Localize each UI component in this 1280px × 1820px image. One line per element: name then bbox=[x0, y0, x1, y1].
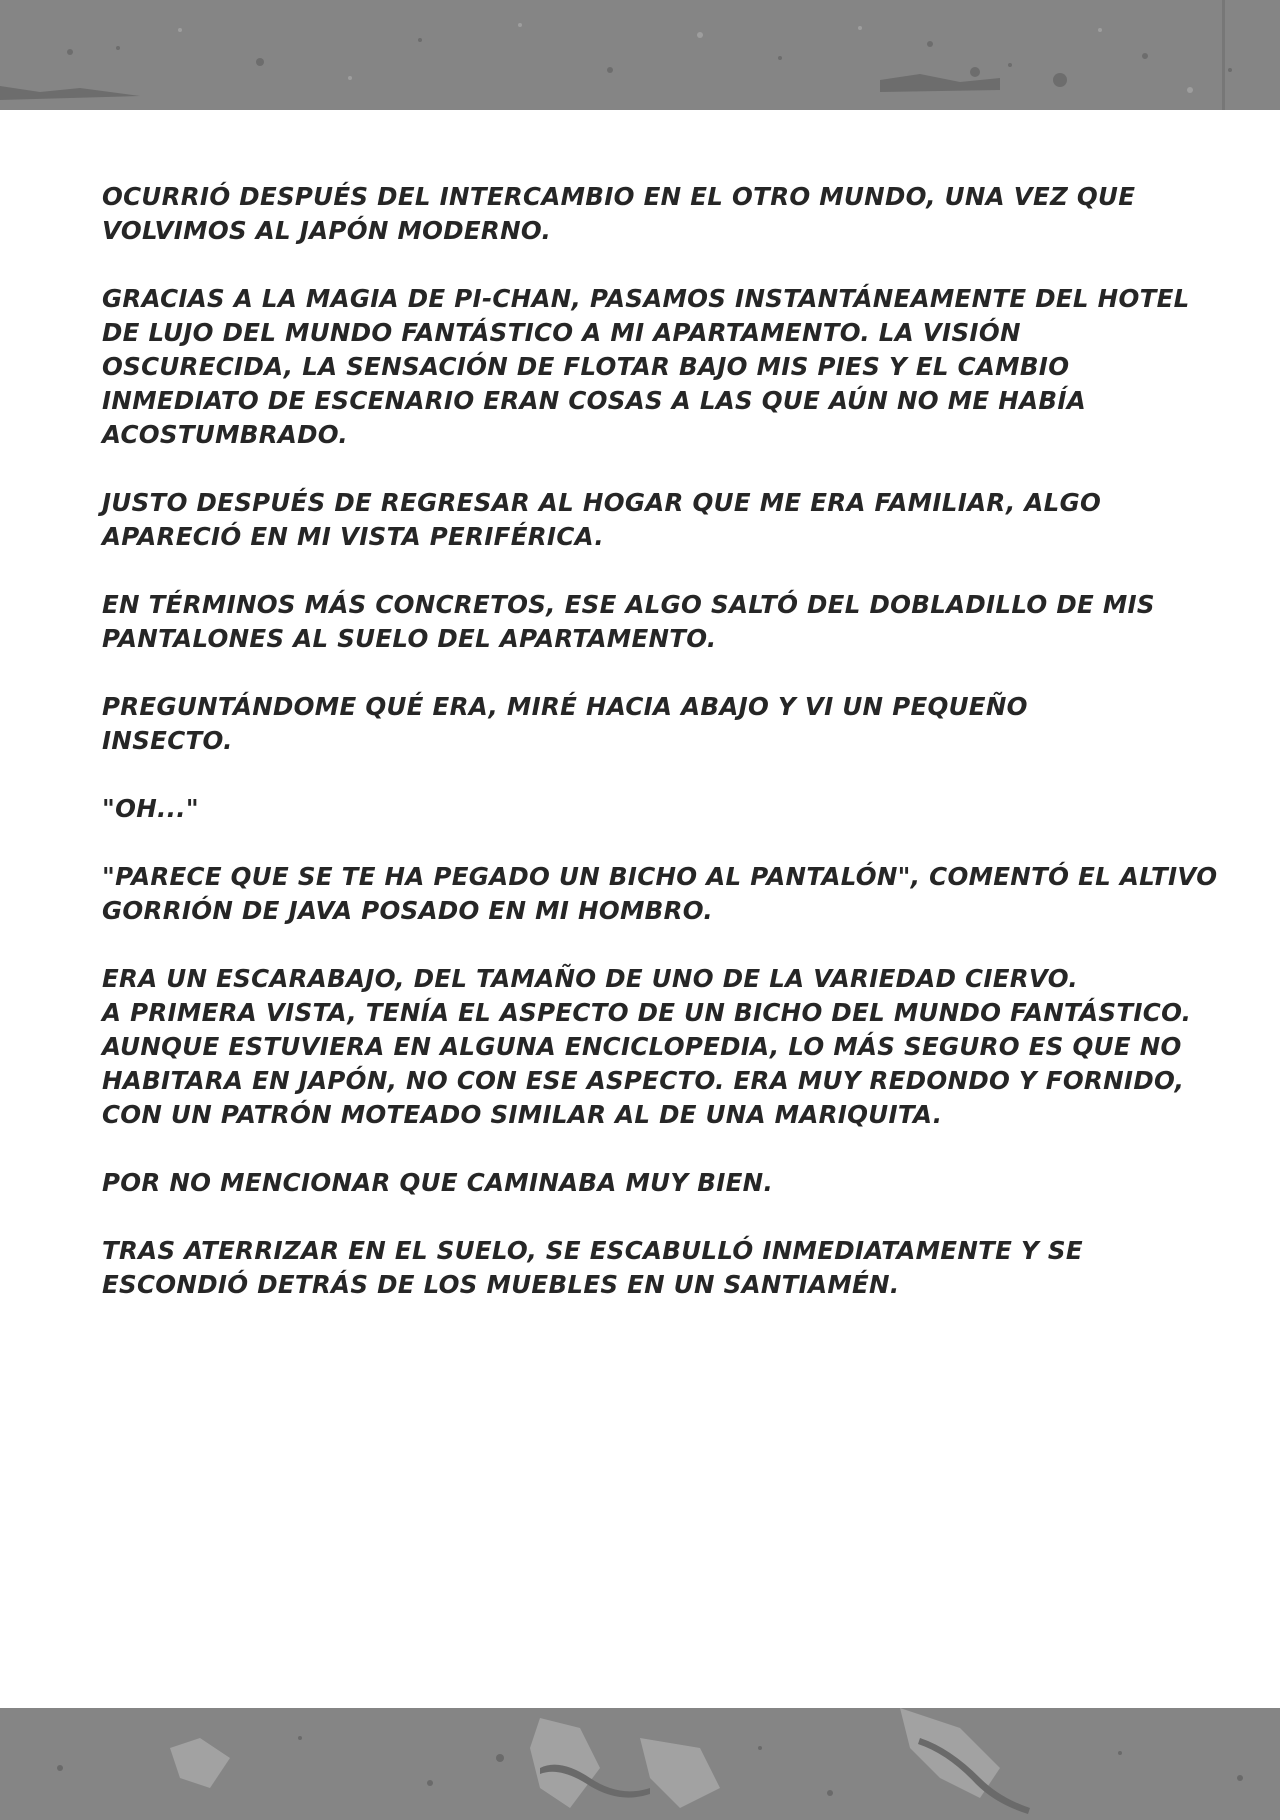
paragraph-line: VOLVIMOS AL JAPÓN MODERNO. bbox=[102, 216, 552, 245]
paragraph-4 bbox=[102, 588, 1182, 656]
paragraph-line: OCURRIÓ DESPUÉS DEL INTERCAMBIO EN EL OTRO MUNDO, UNA VEZ QUE bbox=[102, 182, 1136, 211]
paragraph-line: OSCURECIDA, LA SENSACIÓN DE FLOTAR BAJO MIS PIES Y EL CAMBIO bbox=[102, 352, 1070, 381]
paragraph-2 bbox=[102, 282, 1190, 452]
paragraph-1 bbox=[102, 180, 1182, 248]
paragraph-line: INSECTO. bbox=[102, 726, 233, 755]
paragraph-line: PANTALONES AL SUELO DEL APARTAMENTO. bbox=[102, 624, 717, 653]
bottom-band-texture bbox=[0, 1708, 1280, 1820]
paragraph-line: GRACIAS A LA MAGIA DE PI-CHAN, PASAMOS INSTANTÁNEAMENTE DEL HOTEL bbox=[102, 284, 1190, 313]
paragraph-line: PREGUNTÁNDOME QUÉ ERA, MIRÉ HACIA ABAJO Y VI UN PEQUEÑO bbox=[102, 692, 1028, 721]
paragraph-line: AUNQUE ESTUVIERA EN ALGUNA ENCICLOPEDIA, LO MÁS SEGURO ES QUE NO bbox=[102, 1032, 1182, 1061]
paragraph-5 bbox=[102, 690, 1182, 758]
paragraph-line: ERA UN ESCARABAJO, DEL TAMAÑO DE UNO DE LA VARIEDAD CIERVO. bbox=[102, 964, 1078, 993]
paragraph-line: INMEDIATO DE ESCENARIO ERAN COSAS A LAS QUE AÚN NO ME HABÍA bbox=[102, 386, 1087, 415]
paragraph-line: "PARECE QUE SE TE HA PEGADO UN BICHO AL PANTALÓN", COMENTÓ EL ALTIVO bbox=[102, 862, 1218, 891]
paragraph-line: "OH..." bbox=[102, 794, 199, 823]
paragraph-6 bbox=[102, 792, 1182, 826]
paragraph-9 bbox=[102, 1166, 1182, 1200]
paragraph-line: A PRIMERA VISTA, TENÍA EL ASPECTO DE UN BICHO DEL MUNDO FANTÁSTICO. bbox=[102, 998, 1192, 1027]
paragraph-line: EN TÉRMINOS MÁS CONCRETOS, ESE ALGO SALTÓ DEL DOBLADILLO DE MIS bbox=[102, 590, 1155, 619]
paragraph-line: CON UN PATRÓN MOTEADO SIMILAR AL DE UNA MARIQUITA. bbox=[102, 1100, 943, 1129]
paragraph-8 bbox=[102, 962, 1192, 1132]
paragraph-line: APARECIÓ EN MI VISTA PERIFÉRICA. bbox=[102, 522, 604, 551]
top-band-texture bbox=[0, 0, 1280, 110]
paragraph-line: HABITARA EN JAPÓN, NO CON ESE ASPECTO. ERA MUY REDONDO Y FORNIDO, bbox=[102, 1066, 1185, 1095]
paragraph-3 bbox=[102, 486, 1182, 554]
paragraph-10 bbox=[102, 1234, 1182, 1302]
top-grunge-band bbox=[0, 0, 1280, 110]
paragraph-line: JUSTO DESPUÉS DE REGRESAR AL HOGAR QUE ME ERA FAMILIAR, ALGO bbox=[102, 488, 1102, 517]
paragraph-line: TRAS ATERRIZAR EN EL SUELO, SE ESCABULLÓ INMEDIATAMENTE Y SE bbox=[102, 1236, 1083, 1265]
paragraph-line: ESCONDIÓ DETRÁS DE LOS MUEBLES EN UN SANTIAMÉN. bbox=[102, 1270, 900, 1299]
paragraph-line: ACOSTUMBRADO. bbox=[102, 420, 348, 449]
bottom-grunge-band bbox=[0, 1708, 1280, 1820]
page-body bbox=[102, 180, 1218, 1336]
paragraph-7 bbox=[102, 860, 1218, 928]
paragraph-line: DE LUJO DEL MUNDO FANTÁSTICO A MI APARTAMENTO. LA VISIÓN bbox=[102, 318, 1021, 347]
paragraph-line: POR NO MENCIONAR QUE CAMINABA MUY BIEN. bbox=[102, 1168, 774, 1197]
paragraph-line: GORRIÓN DE JAVA POSADO EN MI HOMBRO. bbox=[102, 896, 713, 925]
